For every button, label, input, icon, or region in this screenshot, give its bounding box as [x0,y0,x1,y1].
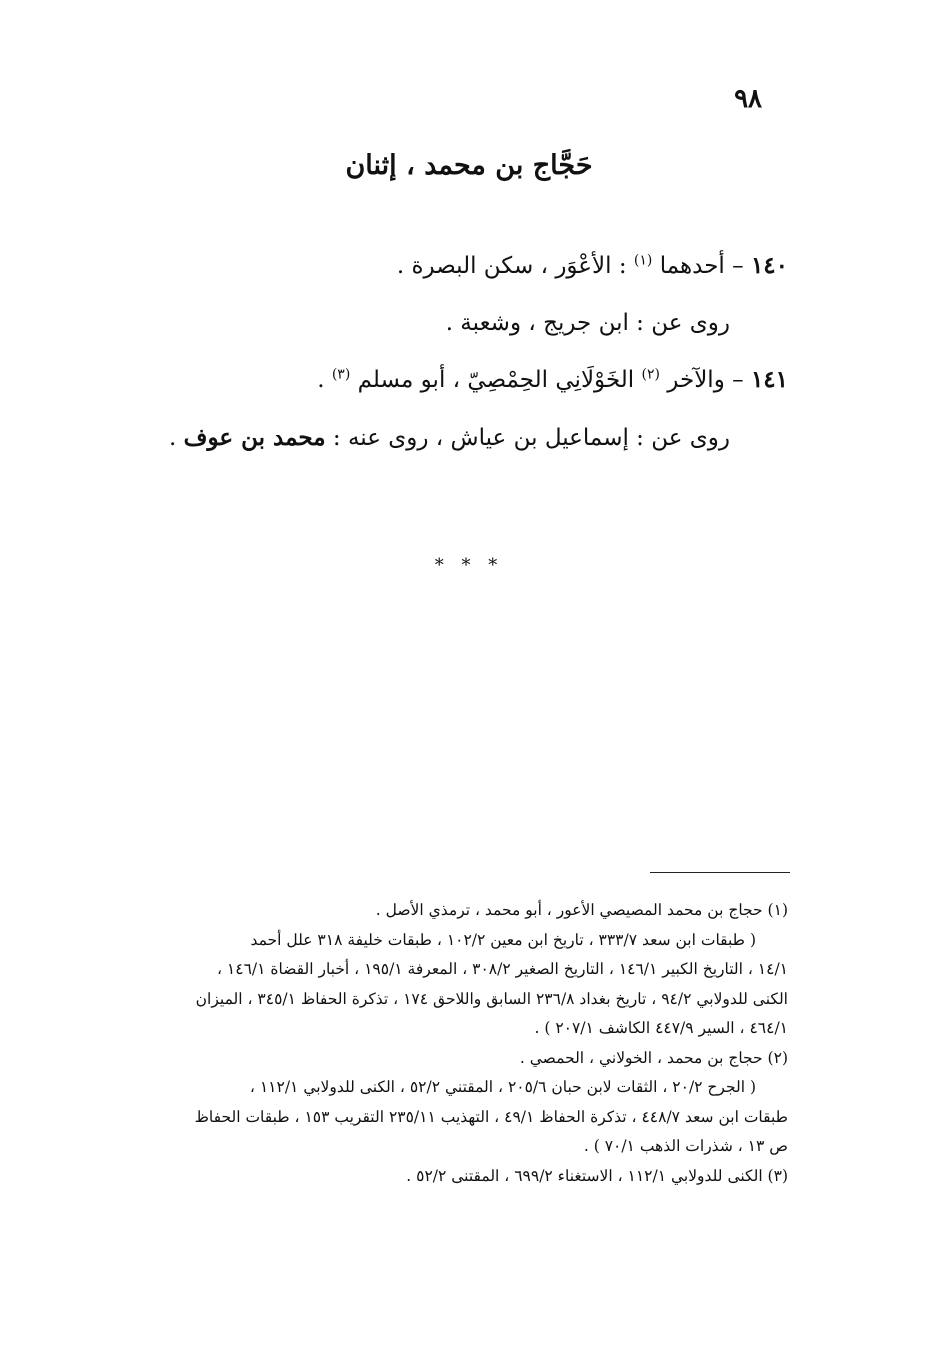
footnote-line: الكنى للدولابي ٩٤/٢ ، تاريخ بغداد ٢٣٦/٨ السابق واللاحق ١٧٤ ، تذكرة الحفاظ ٣٤٥/١ ، الميزان [195,989,788,1008]
page-number: ٩٨ [734,84,762,114]
narrator-name: محمد بن عوف [183,424,326,451]
footnote-line: ( الجرح ٢٠/٢ ، الثقات لابن حبان ٢٠٥/٦ ، المقتني ٥٢/٢ ، الكنى للدولابي ١١٢/١ ، [249,1078,756,1096]
footnote-ref: (٣) [331,366,351,383]
footnote-line: ( طبقات ابن سعد ٣٣٣/٧ ، تاريخ ابن معين ١٠٢/٢ ، طبقات خليفة ٣١٨ علل أحمد [250,930,756,949]
page-heading: حَجَّاج بن محمد ، إثنان [345,150,593,181]
footnote-ref: (٢) [641,366,660,383]
entry-dash: – [732,253,744,279]
entry-number: ١٤١ [750,366,788,393]
entry-141-narration [169,424,730,451]
footnote-line: ص ١٣ ، شذرات الذهب ٧٠/١ ) . [583,1137,788,1155]
entry-text: الخَوْلَانِي الحِمْصِيّ ، أبو مسلم [357,367,635,393]
section-separator: * * * [434,555,504,576]
footnote-rule [650,872,790,873]
footnote-line: ٤٦٤/١ ، السير ٤٤٧/٩ الكاشف ٢٠٧/١ ) . [534,1019,788,1037]
entry-text: . [317,367,325,393]
narration-text: روى عن : إسماعيل بن عياش ، روى عنه : [332,425,730,451]
footnote-line: طبقات ابن سعد ٤٤٨/٧ ، تذكرة الحفاظ ٤٩/١ ، التهذيب ٢٣٥/١١ التقريب ١٥٣ ، طبقات الحفاظ [194,1107,788,1126]
footnote-line: (٣) الكنى للدولابي ١١٢/١ ، الاستغناء ٦٩٩/٢ ، المقتنى ٥٢/٢ . [406,1166,788,1185]
footnote-ref: (١) [633,252,653,269]
narration-text: . [169,425,177,451]
footnotes [118,896,788,1191]
footnote-line: ١٤/١ ، التاريخ الكبير ١٤٦/١ ، التاريخ الصغير ٣٠٨/٢ ، المعرفة ١٩٥/١ ، أخبار القضاة ١٤٦/١ ، [216,960,788,978]
entry-140-narration: روى عن : ابن جريج ، وشعبة . [445,310,730,336]
entry-dash: – [732,367,744,393]
footnote-line: (٢) حجاج بن محمد ، الخولاني ، الحمصي . [519,1048,788,1067]
entry-number: ١٤٠ [750,252,788,279]
footnote-line: (١) حجاج بن محمد المصيصي الأعور ، أبو محمد ، ترمذي الأصل . [375,901,788,919]
entry-text: أحدهما [659,253,725,279]
entry-text: : الأعْوَر ، سكن البصرة . [396,253,627,279]
entry-141 [317,366,788,393]
entry-text: والآخر [667,367,725,393]
entry-140 [397,252,788,279]
